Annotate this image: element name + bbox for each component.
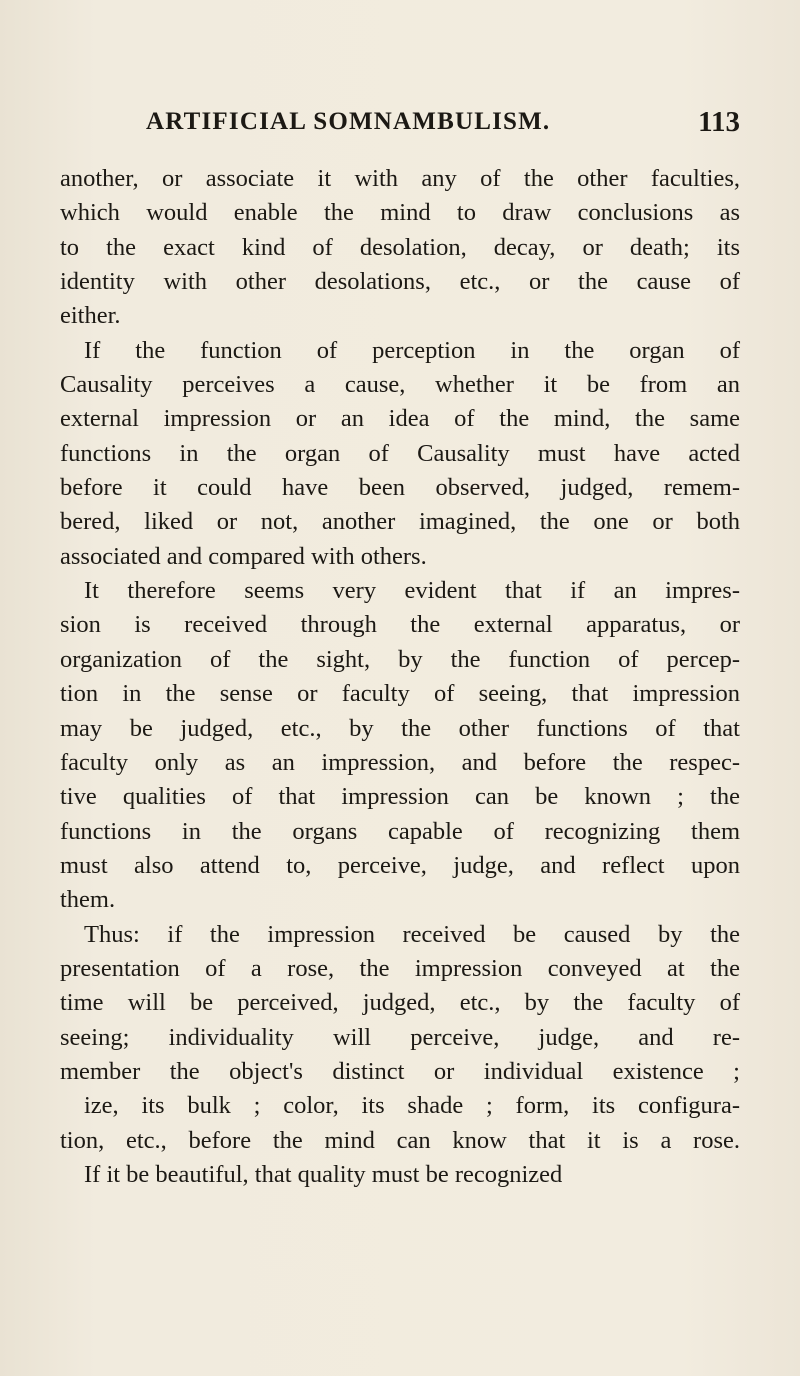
running-head (60, 108, 740, 148)
text-line: identity with other desolations, etc., or the cause of (60, 268, 740, 296)
text-line: faculty only as an impression, and before the respec- (60, 748, 740, 776)
text-line: seeing; individuality will perceive, judge, and re- (60, 1023, 740, 1051)
text-line: them. (60, 886, 116, 914)
text-line: associated and compared with others. (60, 542, 427, 570)
page-number: 113 (698, 106, 740, 138)
text-line: sion is received through the external apparatus, or (60, 611, 740, 639)
text-line: tive qualities of that impression can be known ; the (60, 783, 740, 811)
text-line: time will be perceived, judged, etc., by the faculty of (60, 989, 740, 1017)
body-text (60, 162, 740, 1192)
text-line: functions in the organs capable of recognizing them (60, 817, 740, 845)
text-line: tion, etc., before the mind can know that it is a rose. (60, 1126, 740, 1154)
text-line: must also attend to, perceive, judge, and reflect upon (60, 851, 740, 879)
text-line: another, or associate it with any of the other faculties, (60, 165, 740, 192)
text-line: Causality perceives a cause, whether it be from an (60, 371, 740, 399)
text-line: It therefore seems very evident that if an impres- (84, 577, 740, 605)
text-line: member the object's distinct or individual existence ; (60, 1057, 740, 1085)
running-title: ARTIFICIAL SOMNAMBULISM. (146, 108, 551, 135)
text-line: tion in the sense or faculty of seeing, that impression (60, 680, 740, 708)
text-line: either. (60, 302, 121, 330)
text-line: to the exact kind of desolation, decay, or death; its (60, 233, 740, 261)
text-line: If the function of perception in the organ of (84, 336, 740, 364)
text-line: bered, liked or not, another imagined, the one or both (60, 508, 740, 536)
text-line: functions in the organ of Causality must have acted (60, 439, 740, 467)
text-line: may be judged, etc., by the other functions of that (60, 714, 740, 742)
text-line: before it could have been observed, judged, remem- (60, 474, 740, 502)
text-line: external impression or an idea of the mind, the same (60, 405, 740, 433)
text-line: If it be beautiful, that quality must be recognized (84, 1160, 563, 1188)
text-line: Thus: if the impression received be caused by the (84, 920, 740, 948)
text-line: presentation of a rose, the impression conveyed at the (60, 954, 740, 982)
text-line: which would enable the mind to draw conclusions as (60, 199, 740, 227)
text-line: ize, its bulk ; color, its shade ; form, its configura- (84, 1092, 740, 1120)
text-line: organization of the sight, by the function of percep- (60, 645, 740, 673)
